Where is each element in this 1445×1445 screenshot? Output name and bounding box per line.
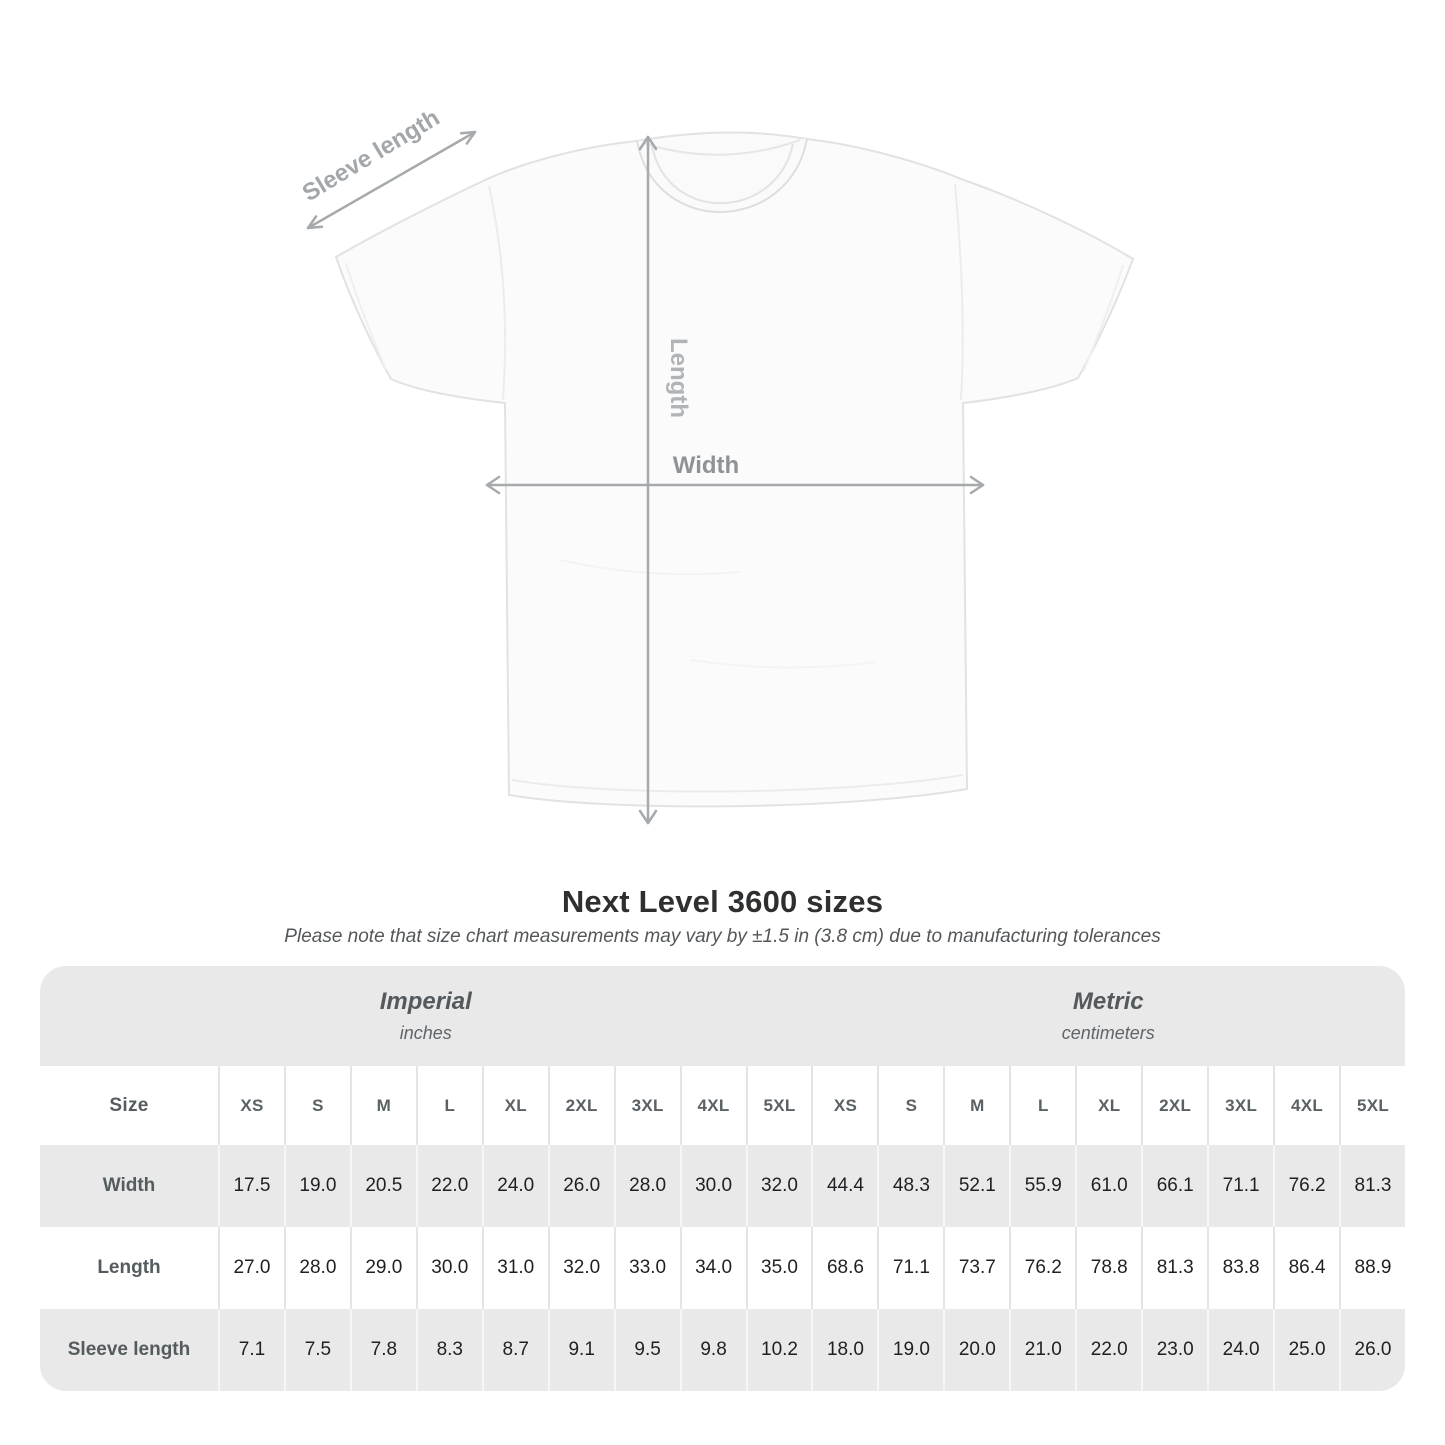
row-label-sleeve-length: Sleeve length [40,1309,218,1391]
table-cell: 88.9 [1339,1227,1405,1309]
size-header-imperial-m: M [350,1066,416,1145]
size-header-imperial-2xl: 2XL [548,1066,614,1145]
size-header-metric-3xl: 3XL [1207,1066,1273,1145]
size-header-metric-m: M [943,1066,1009,1145]
size-header-metric-l: L [1009,1066,1075,1145]
imperial-unit-name: Imperial [379,988,472,1015]
table-cell: 76.2 [1009,1227,1075,1309]
table-cell: 78.8 [1075,1227,1141,1309]
table-cell: 28.0 [614,1145,680,1227]
table-cell: 30.0 [416,1227,482,1309]
table-cell: 61.0 [1075,1145,1141,1227]
table-cell: 81.3 [1141,1227,1207,1309]
table-cell: 23.0 [1141,1309,1207,1391]
table-cell: 81.3 [1339,1145,1405,1227]
table-cell: 22.0 [416,1145,482,1227]
table-cell: 71.1 [1207,1145,1273,1227]
size-header-metric-xs: XS [811,1066,877,1145]
tolerance-note: Please note that size chart measurements may vary by ±1.5 in (3.8 cm) due to manufacturing tolerances [284,926,1161,947]
size-header-imperial-s: S [284,1066,350,1145]
table-cell: 7.8 [350,1309,416,1391]
table-cell: 55.9 [1009,1145,1075,1227]
size-header-metric-5xl: 5XL [1339,1066,1405,1145]
table-cell: 19.0 [284,1145,350,1227]
imperial-unit-header [40,966,811,1066]
table-cell: 22.0 [1075,1309,1141,1391]
table-cell: 73.7 [943,1227,1009,1309]
table-cell: 7.1 [218,1309,284,1391]
table-cell: 35.0 [746,1227,812,1309]
table-cell: 71.1 [877,1227,943,1309]
table-cell: 76.2 [1273,1145,1339,1227]
row-label-length: Length [40,1227,218,1309]
table-cell: 10.2 [746,1309,812,1391]
size-header-imperial-4xl: 4XL [680,1066,746,1145]
table-cell: 8.3 [416,1309,482,1391]
row-label-width: Width [40,1145,218,1227]
imperial-unit-subtitle: inches [399,1023,452,1043]
table-cell: 83.8 [1207,1227,1273,1309]
metric-unit-name: Metric [1072,988,1144,1015]
table-cell: 17.5 [218,1145,284,1227]
size-header-imperial-l: L [416,1066,482,1145]
table-cell: 21.0 [1009,1309,1075,1391]
table-cell: 19.0 [877,1309,943,1391]
table-cell: 25.0 [1273,1309,1339,1391]
table-cell: 26.0 [548,1145,614,1227]
table-cell: 24.0 [482,1145,548,1227]
table-cell: 31.0 [482,1227,548,1309]
table-cell: 66.1 [1141,1145,1207,1227]
table-cell: 30.0 [680,1145,746,1227]
size-header-imperial-5xl: 5XL [746,1066,812,1145]
table-cell: 20.0 [943,1309,1009,1391]
sleeve-length-arrow-label: Sleeve length [297,104,445,207]
table-cell: 48.3 [877,1145,943,1227]
table-cell: 27.0 [218,1227,284,1309]
table-cell: 26.0 [1339,1309,1405,1391]
size-header-metric-xl: XL [1075,1066,1141,1145]
metric-unit-header [811,966,1405,1066]
table-cell: 18.0 [811,1309,877,1391]
table-cell: 34.0 [680,1227,746,1309]
table-cell: 7.5 [284,1309,350,1391]
size-header-imperial-xl: XL [482,1066,548,1145]
size-chart-table [40,966,1405,1391]
table-cell: 52.1 [943,1145,1009,1227]
size-header-metric-2xl: 2XL [1141,1066,1207,1145]
table-cell: 24.0 [1207,1309,1273,1391]
table-cell: 33.0 [614,1227,680,1309]
size-header-metric-4xl: 4XL [1273,1066,1339,1145]
size-header-imperial-xs: XS [218,1066,284,1145]
table-cell: 9.8 [680,1309,746,1391]
length-arrow-label: Length [665,338,692,418]
table-cell: 68.6 [811,1227,877,1309]
table-cell: 9.5 [614,1309,680,1391]
table-cell: 9.1 [548,1309,614,1391]
table-cell: 8.7 [482,1309,548,1391]
size-column-header: Size [40,1066,218,1145]
size-header-imperial-3xl: 3XL [614,1066,680,1145]
table-cell: 32.0 [548,1227,614,1309]
table-cell: 29.0 [350,1227,416,1309]
page-title: Next Level 3600 sizes [561,884,884,919]
table-cell: 86.4 [1273,1227,1339,1309]
table-cell: 20.5 [350,1145,416,1227]
size-header-metric-s: S [877,1066,943,1145]
table-cell: 44.4 [811,1145,877,1227]
metric-unit-subtitle: centimeters [1061,1023,1155,1043]
width-arrow-label: Width [672,452,740,479]
size-chart-grid [40,966,1405,1391]
table-cell: 28.0 [284,1227,350,1309]
table-cell: 32.0 [746,1145,812,1227]
